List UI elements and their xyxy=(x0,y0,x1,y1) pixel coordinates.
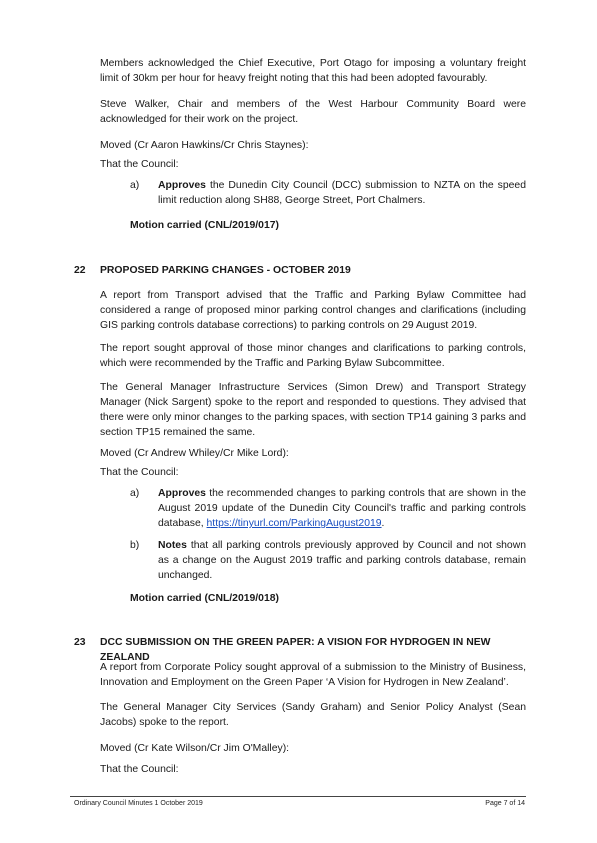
resolution-intro: That the Council: xyxy=(100,467,179,478)
section-number: 22 xyxy=(74,265,86,276)
resolution-intro: That the Council: xyxy=(100,159,179,170)
item-verb: Notes xyxy=(158,540,187,551)
item-text: Approves the recommended changes to parking controls that are shown in the August 2019 update of the Dunedin City Council's traffic and parking controls database, https://tinyurl.com/ParkingAugust2019. xyxy=(158,488,526,529)
section-heading xyxy=(74,263,534,278)
resolution-item xyxy=(130,178,526,208)
paragraph: Steve Walker, Chair and members of the West Harbour Community Board were acknowledged for their work on the project. xyxy=(100,99,526,125)
paragraph: The General Manager Infrastructure Services (Simon Drew) and Transport Strategy Manager (Nick Sargent) spoke to the report and responded to questions. They advised that there were only minor changes to the parking spaces, with section TP14 gaining 3 parks and section TP15 remained the same. xyxy=(100,382,526,438)
footer-page-number: Page 7 of 14 xyxy=(485,800,525,807)
resolution-intro: That the Council: xyxy=(100,764,179,775)
moved-line: Moved (Cr Aaron Hawkins/Cr Chris Staynes): xyxy=(100,140,309,151)
footer-document-title: Ordinary Council Minutes 1 October 2019 xyxy=(74,800,203,807)
item-label: b) xyxy=(130,540,140,551)
motion-result: Motion carried (CNL/2019/017) xyxy=(130,220,279,231)
item-text: Approves the Dunedin City Council (DCC) submission to NZTA on the speed limit reduction along SH88, George Street, Port Chalmers. xyxy=(158,180,526,206)
section-number: 23 xyxy=(74,637,86,648)
paragraph: A report from Transport advised that the Traffic and Parking Bylaw Committee had considered a range of proposed minor parking control changes and clarifications (including GIS parking controls database corrections) to parking controls on 29 August 2019. xyxy=(100,290,526,331)
resolution-item xyxy=(130,486,526,531)
moved-line: Moved (Cr Kate Wilson/Cr Jim O'Malley): xyxy=(100,743,290,754)
resolution-item xyxy=(130,538,526,583)
item-verb: Approves xyxy=(158,180,206,191)
section-title: PROPOSED PARKING CHANGES - OCTOBER 2019 xyxy=(100,265,351,276)
paragraph: A report from Corporate Policy sought approval of a submission to the Ministry of Business, Innovation and Employment on the Green Paper ‘A Vision for Hydrogen in New Zealand’. xyxy=(100,662,526,688)
item-label: a) xyxy=(130,180,140,191)
item-text: Notes that all parking controls previously approved by Council and not shown as a change on the August 2019 traffic and parking controls database, remain unchanged. xyxy=(158,540,526,581)
item-label: a) xyxy=(130,488,140,499)
parking-database-link[interactable]: https://tinyurl.com/ParkingAugust2019 xyxy=(206,518,382,529)
moved-line: Moved (Cr Andrew Whiley/Cr Mike Lord): xyxy=(100,448,289,459)
item-verb: Approves xyxy=(158,488,206,499)
footer-divider xyxy=(70,796,526,797)
paragraph: The General Manager City Services (Sandy Graham) and Senior Policy Analyst (Sean Jacobs) spoke to the report. xyxy=(100,702,526,728)
section-title: DCC SUBMISSION ON THE GREEN PAPER: A VISION FOR HYDROGEN IN NEW ZEALAND xyxy=(100,637,491,663)
paragraph: The report sought approval of those minor changes and clarifications to parking controls, which were recommended by the Traffic and Parking Bylaw Subcommittee. xyxy=(100,343,526,369)
paragraph: Members acknowledged the Chief Executive, Port Otago for imposing a voluntary freight limit of 30km per hour for heavy freight noting that this had been adopted favourably. xyxy=(100,58,526,84)
motion-result: Motion carried (CNL/2019/018) xyxy=(130,593,279,604)
